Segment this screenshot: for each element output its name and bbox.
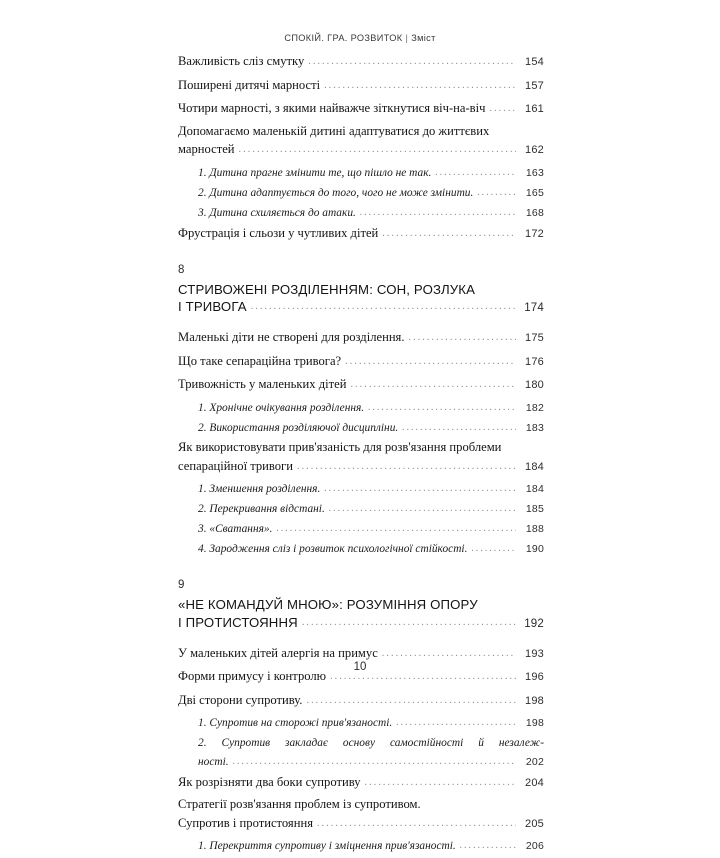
toc-entry-level1[interactable] [178, 328, 544, 349]
toc-entry-page-number: 174 [524, 302, 544, 315]
toc-entry-page-number: 206 [525, 840, 544, 853]
toc-entry-row[interactable] [198, 714, 544, 734]
toc-entry-row[interactable] [198, 520, 544, 540]
toc-entry-page-number: 180 [525, 379, 544, 392]
toc-entry-title: Фрустрація і сльози у чутливих дітей [178, 226, 379, 241]
toc-entry-title: 1. Перекриття супротиву і зміцнення прив'язаності. [198, 840, 456, 853]
toc-entry-row[interactable] [198, 480, 544, 500]
toc-entry-level2[interactable] [198, 714, 544, 734]
toc-entry-level2[interactable] [198, 204, 544, 224]
toc-entry-title: марностей [178, 142, 235, 157]
toc-entry-row[interactable] [178, 457, 544, 478]
running-head-book-title: СПОКІЙ. ГРА. РОЗВИТОК [284, 33, 403, 43]
toc-entry-row[interactable] [178, 99, 544, 120]
toc-entry-row[interactable] [178, 615, 544, 630]
toc-entry-page-number: 182 [525, 401, 544, 414]
toc-entry-row[interactable] [178, 224, 544, 245]
toc-entry-title: Що таке сепараційна тривога? [178, 353, 342, 368]
toc-entry-page-number: 196 [525, 671, 544, 684]
toc-entry-page-number: 185 [525, 503, 544, 516]
toc-chapter-block[interactable] [178, 577, 544, 630]
toc-entry-level1[interactable] [178, 773, 544, 794]
toc-entry-level1[interactable] [178, 76, 544, 97]
toc-entry-page-number: 190 [525, 543, 544, 556]
toc-entry-level2[interactable] [198, 164, 544, 184]
leader-dots [409, 328, 517, 348]
toc-entry-row[interactable] [178, 814, 544, 835]
toc-entry-level2[interactable] [198, 837, 544, 857]
table-of-contents [178, 52, 544, 858]
toc-entry-title: ності. [198, 755, 229, 768]
toc-chapter-title-line1: «НЕ КОМАНДУЙ МНОЮ»: РОЗУМІННЯ ОПОРУ [178, 597, 478, 612]
toc-entry-level1[interactable] [178, 52, 544, 73]
toc-entry-page-number: 205 [525, 817, 544, 830]
toc-entry-page-number: 163 [525, 166, 544, 179]
toc-entry-level2[interactable] [198, 520, 544, 540]
toc-entry-page-number: 168 [525, 206, 544, 219]
toc-chapter-number: 8 [178, 263, 185, 276]
running-head-section: Зміст [411, 33, 436, 43]
toc-entry-page-number: 161 [525, 103, 544, 116]
toc-entry-title: 2. Перекривання відстані. [198, 503, 325, 516]
toc-entry-title: Тривожність у маленьких дітей [178, 377, 347, 392]
toc-entry-title: Форми примусу і контролю [178, 669, 327, 684]
leader-dots [233, 753, 516, 772]
leader-dots [308, 52, 516, 72]
toc-entry-level2[interactable] [198, 184, 544, 204]
toc-entry-page-number: 176 [525, 355, 544, 368]
toc-entry-title: Дві сторони супротиву. [178, 692, 303, 707]
toc-entry-row[interactable] [178, 76, 544, 97]
toc-entry-row[interactable] [198, 500, 544, 520]
toc-entry-title: 2. Використання розділяючої дисципліни. [198, 422, 399, 435]
toc-entry-title: 3. Дитина схиляється до атаки. [198, 206, 356, 219]
toc-entry-page-number: 172 [525, 228, 544, 241]
toc-entry-level1[interactable] [178, 99, 544, 120]
leader-dots [329, 500, 516, 519]
running-head [0, 33, 720, 43]
toc-entry-title: 3. «Сватання». [198, 523, 273, 536]
toc-entry-row[interactable] [198, 204, 544, 224]
toc-entry-row[interactable] [178, 140, 544, 161]
toc-entry-row[interactable] [178, 328, 544, 349]
toc-entry-level2[interactable] [198, 734, 544, 772]
toc-entry-row[interactable] [178, 352, 544, 373]
toc-entry-level2[interactable] [198, 480, 544, 500]
leader-dots [345, 352, 516, 372]
toc-entry-level2[interactable] [198, 500, 544, 520]
toc-entry-title: Супротив і протистояння [178, 815, 313, 830]
toc-entry-row[interactable] [198, 184, 544, 204]
toc-entry-row[interactable] [178, 375, 544, 396]
toc-chapter-block[interactable] [178, 262, 544, 315]
page-folio: 10 [353, 661, 367, 673]
toc-entry-row[interactable] [178, 691, 544, 712]
leader-dots [302, 617, 516, 628]
toc-entry-level2[interactable] [198, 399, 544, 419]
leader-dots [365, 773, 516, 793]
toc-entry-level1[interactable] [178, 375, 544, 396]
toc-entry-page-number: 157 [525, 79, 544, 92]
toc-entry-page-number: 165 [525, 186, 544, 199]
toc-entry-title: Чотири марності, з якими найважче зіткнутися віч-на-віч [178, 101, 486, 116]
toc-entry-title: Поширені дитячі марності [178, 77, 321, 92]
leader-dots [324, 480, 516, 499]
toc-entry-title: 1. Хронічне очікування розділення. [198, 401, 365, 414]
toc-entry-title: 2. Дитина адаптується до того, чого не може змінити. [198, 186, 474, 199]
toc-entry-level2[interactable] [198, 419, 544, 439]
toc-entry-level1[interactable] [178, 123, 544, 161]
toc-entry-title: І ПРОТИСТОЯННЯ [178, 614, 298, 630]
leader-dots [435, 164, 516, 183]
toc-entry-title: 4. Зародження сліз і розвиток психологічної стійкості. [198, 543, 468, 556]
toc-entry-row[interactable] [178, 299, 544, 314]
toc-entry-level1[interactable] [178, 691, 544, 712]
toc-entry-title: 1. Зменшення розділення. [198, 483, 321, 496]
toc-entry-level1[interactable] [178, 224, 544, 245]
toc-chapter-number: 9 [178, 579, 185, 591]
leader-dots [360, 204, 516, 223]
toc-entry-row[interactable] [198, 753, 544, 773]
toc-entry-level1[interactable] [178, 352, 544, 373]
leader-dots [382, 224, 516, 244]
leader-dots [324, 76, 516, 96]
toc-entry-title: Важливість сліз смутку [178, 54, 305, 68]
toc-entry-row[interactable] [198, 540, 544, 560]
running-head-separator: | [405, 33, 409, 43]
leader-dots [251, 301, 516, 312]
leader-dots [368, 399, 516, 418]
toc-entry-title: І ТРИВОГА [178, 299, 247, 315]
toc-entry-page-number: 202 [525, 755, 544, 768]
toc-entry-level1[interactable] [178, 796, 544, 834]
toc-entry-page-number: 184 [525, 460, 544, 473]
toc-entry-page-number: 204 [525, 776, 544, 789]
toc-chapter-title-line1: СТРИВОЖЕНІ РОЗДІЛЕННЯМ: СОН, РОЗЛУКА [178, 281, 476, 297]
toc-entry-page-number: 184 [525, 483, 544, 496]
toc-entry-level2[interactable] [198, 540, 544, 560]
toc-entry-level1[interactable] [178, 439, 544, 477]
toc-entry-page-number: 183 [525, 422, 544, 435]
leader-dots [297, 457, 516, 477]
toc-entry-page-number: 192 [524, 617, 544, 630]
toc-entry-page-number: 175 [525, 332, 544, 345]
toc-entry-title: 1. Дитина прагне змінити те, що пішло не так. [198, 166, 432, 179]
toc-entry-row[interactable] [178, 52, 544, 73]
toc-entry-page-number: 198 [525, 694, 544, 707]
toc-entry-row[interactable] [198, 419, 544, 439]
toc-entry-page-number: 193 [525, 647, 544, 660]
toc-entry-title-line1: Стратегії розв'язання проблем із супротивом. [178, 797, 421, 812]
toc-entry-title: сепараційної тривоги [178, 458, 293, 473]
leader-dots [276, 520, 516, 539]
toc-entry-title: Як розрізняти два боки супротиву [178, 774, 361, 789]
toc-entry-page-number: 198 [525, 717, 544, 730]
toc-entry-row[interactable] [198, 837, 544, 857]
toc-entry-title: У маленьких дітей алергія на примус [178, 645, 378, 660]
toc-entry-row[interactable] [178, 773, 544, 794]
toc-entry-row[interactable] [198, 164, 544, 184]
leader-dots [402, 419, 516, 438]
toc-entry-row[interactable] [198, 399, 544, 419]
leader-dots [306, 691, 516, 711]
leader-dots [471, 540, 516, 559]
toc-entry-title-line1: Як використовувати прив'язаність для розв'язання проблеми [178, 440, 502, 455]
toc-entry-title: 1. Супротив на сторожі прив'язаності. [198, 717, 393, 730]
leader-dots [489, 99, 516, 119]
leader-dots [477, 184, 516, 203]
toc-entry-title-line1: Допомагаємо маленькій дитині адаптуватися до життєвих [178, 123, 490, 138]
toc-entry-page-number: 162 [525, 144, 544, 157]
leader-dots [396, 714, 516, 733]
toc-entry-page-number: 154 [525, 56, 544, 68]
leader-dots [460, 837, 516, 856]
toc-entry-title-line1: 2. Супротив закладає основу самостійності й незалеж- [198, 737, 544, 750]
toc-entry-title: Маленькі діти не створені для розділення. [178, 330, 405, 345]
toc-entry-page-number: 188 [525, 523, 544, 536]
leader-dots [239, 140, 516, 160]
leader-dots [317, 814, 516, 834]
leader-dots [350, 375, 516, 395]
